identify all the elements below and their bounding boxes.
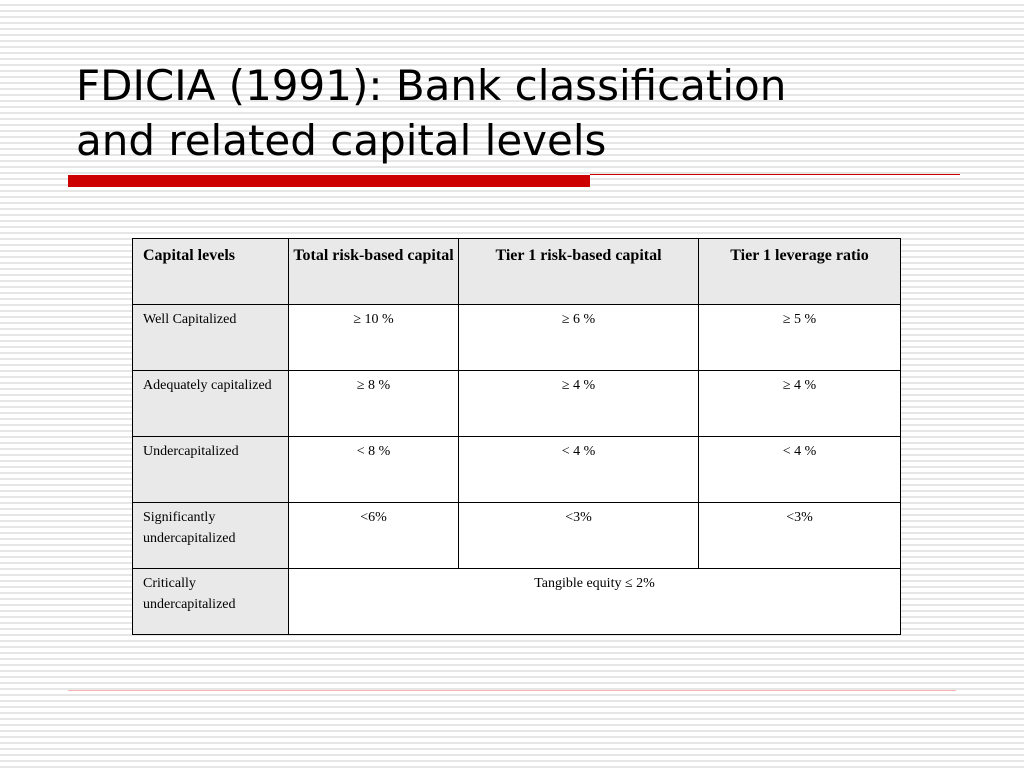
slide-title-line-2: and related capital levels xyxy=(76,116,607,165)
cell-tier1-risk-based: < 4 % xyxy=(459,437,699,503)
slide-title-line-1: FDICIA (1991): Bank classification xyxy=(76,61,787,110)
row-category: Undercapitalized xyxy=(133,437,289,503)
capital-levels-table xyxy=(132,238,901,635)
table-row xyxy=(133,569,901,635)
cell-tier1-leverage: ≥ 5 % xyxy=(699,305,901,371)
footer-divider xyxy=(68,690,956,691)
cell-total-risk-based: < 8 % xyxy=(289,437,459,503)
title-divider-thick-bar xyxy=(68,175,590,187)
cell-total-risk-based: <6% xyxy=(289,503,459,569)
title-divider-thin-line xyxy=(590,174,960,175)
row-category: Well Capitalized xyxy=(133,305,289,371)
row-category: Significantly undercapitalized xyxy=(133,503,289,569)
table-row xyxy=(133,305,901,371)
header-tier1-leverage-ratio: Tier 1 leverage ratio xyxy=(699,239,901,305)
slide-title xyxy=(76,58,976,168)
capital-levels-table-container xyxy=(132,238,900,635)
table-row xyxy=(133,371,901,437)
table-header-row xyxy=(133,239,901,305)
row-category: Critically undercapitalized xyxy=(133,569,289,635)
cell-tier1-risk-based: ≥ 6 % xyxy=(459,305,699,371)
table-row xyxy=(133,437,901,503)
cell-tier1-risk-based: ≥ 4 % xyxy=(459,371,699,437)
cell-total-risk-based: ≥ 10 % xyxy=(289,305,459,371)
title-divider xyxy=(68,174,960,188)
cell-tier1-leverage: ≥ 4 % xyxy=(699,371,901,437)
header-tier1-risk-based-capital: Tier 1 risk-based capital xyxy=(459,239,699,305)
header-capital-levels: Capital levels xyxy=(133,239,289,305)
cell-tier1-risk-based: <3% xyxy=(459,503,699,569)
cell-total-risk-based: ≥ 8 % xyxy=(289,371,459,437)
header-total-risk-based-capital: Total risk-based capital xyxy=(289,239,459,305)
cell-merged-tangible-equity: Tangible equity ≤ 2% xyxy=(289,569,901,635)
cell-tier1-leverage: < 4 % xyxy=(699,437,901,503)
cell-tier1-leverage: <3% xyxy=(699,503,901,569)
row-category: Adequately capitalized xyxy=(133,371,289,437)
table-row xyxy=(133,503,901,569)
